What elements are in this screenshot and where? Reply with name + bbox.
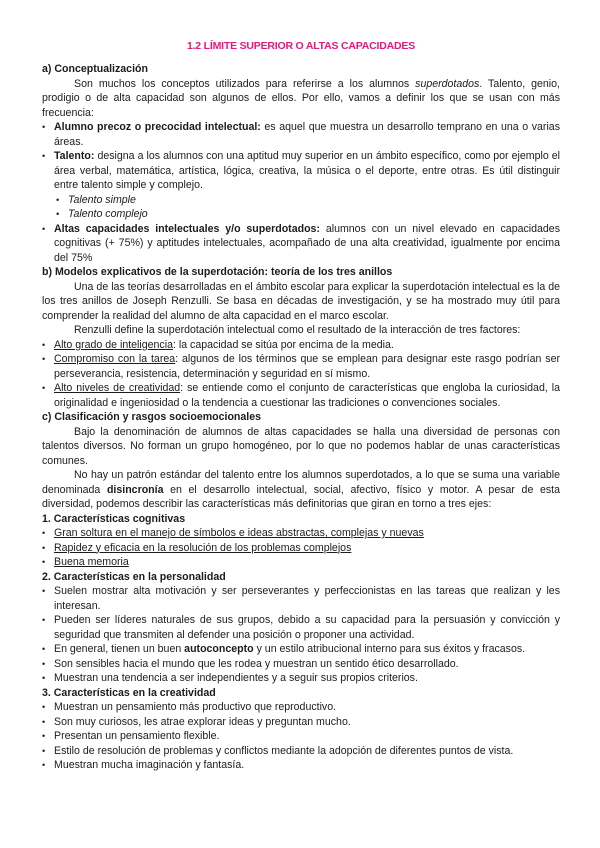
factor-creatividad: • Alto niveles de creatividad: se entiende como el conjunto de características que engloba la curiosidad, la originalidad e ingeniosidad o la tendencia a cuestionar las tradiciones o convenciones sociales. <box>42 381 560 410</box>
disincronia-paragraph: No hay un patrón estándar del talento entre los alumnos superdotados, a lo que se suma una variable denominada disincronía en el desarrollo intelectual, social, afectivo, físico y motor. A pesar de esta diversidad, podemos describir las características más definitorias que giran en torno a tres ejes: <box>42 469 560 510</box>
factor-inteligencia: • Alto grado de inteligencia: la capacidad se sitúa por encima de la media. <box>42 338 560 353</box>
list-item: • Rapidez y eficacia en la resolución de los problemas complejos <box>42 541 560 556</box>
sub-item-talento-simple: • Talento simple <box>42 193 560 208</box>
list-item-talento: • Talento: designa a los alumnos con una aptitud muy superior en un ámbito específico, como por ejemplo el área verbal, matemática, artística, lógica, creativa, la música o el deporte, entre otras. Es útil distinguir entre talento simple y complejo. <box>42 149 560 193</box>
heading-clasificacion: c) Clasificación y rasgos socioemocionales <box>42 411 262 423</box>
sub-item-talento-complejo: • Talento complejo <box>42 207 560 222</box>
renzulli-factors-intro: Renzulli define la superdotación intelectual como el resultado de la interacción de tres factores: <box>74 324 521 336</box>
heading-cognitivas: 1. Características cognitivas <box>42 512 186 525</box>
list-item: • Muestran mucha imaginación y fantasía. <box>42 758 560 773</box>
list-item: • En general, tienen un buen autoconcepto y un estilo atribucional interno para sus éxitos y fracasos. <box>42 642 560 657</box>
list-item: • Muestran una tendencia a ser independientes y a seguir sus propios criterios. <box>42 671 560 686</box>
heading-creatividad: 3. Características en la creatividad <box>42 686 216 699</box>
list-item: • Son sensibles hacia el mundo que les rodea y muestran un sentido ético desarrollado. <box>42 657 560 672</box>
section-title: 1.2 LÍMITE SUPERIOR O ALTAS CAPACIDADES <box>186 40 416 52</box>
list-item-precoz: • Alumno precoz o precocidad intelectual: es aquel que muestra un desarrollo temprano en una o varias áreas. <box>42 120 560 149</box>
list-item: • Muestran un pensamiento más productivo que reproductivo. <box>42 700 560 715</box>
list-item: • Pueden ser líderes naturales de sus grupos, debido a su capacidad para la persuasión y convicción y seguridad que transmiten al defender una posición o proponer una actividad. <box>42 613 560 642</box>
renzulli-paragraph: Una de las teorías desarrolladas en el ámbito escolar para explicar la superdotación intelectual es la de los tres anillos de Joseph Renzulli. Se basa en décadas de investigación, y se ha mostrado muy útil para comprender la realidad del alumno de alta capacidad en el marco escolar. <box>42 280 560 322</box>
heading-modelos: b) Modelos explicativos de la superdotación: teoría de los tres anillos <box>42 266 393 278</box>
list-item-altas-capacidades: • Altas capacidades intelectuales y/o superdotados: alumnos con un nivel elevado en capacidades cognitivas (+ 75%) y aptitudes intelectuales, acompañado de una alta creatividad, igualmente por encima del 75% <box>42 222 560 266</box>
list-item: • Son muy curiosos, les atrae explorar ideas y preguntan mucho. <box>42 715 560 730</box>
diversity-paragraph: Bajo la denominación de alumnos de altas capacidades se halla una diversidad de personas con talentos diversos. No forman un grupo homogéneo, por lo que no podemos hablar de unas características comunes. <box>42 425 560 467</box>
heading-conceptualizacion: a) Conceptualización <box>42 63 148 75</box>
factor-compromiso: • Compromiso con la tarea: algunos de los términos que se emplean para designar este rasgo podrían ser perseverancia, resistencia, determinación y seguridad en sí mismo. <box>42 352 560 381</box>
list-item: • Estilo de resolución de problemas y conflictos mediante la adopción de diferentes puntos de vista. <box>42 744 560 759</box>
list-item: • Suelen mostrar alta motivación y ser perseverantes y perfeccionistas en las tareas que realizan y les interesan. <box>42 584 560 613</box>
heading-personalidad: 2. Características en la personalidad <box>42 570 226 583</box>
list-item: • Gran soltura en el manejo de símbolos e ideas abstractas, complejas y nuevas <box>42 526 560 541</box>
list-item: • Buena memoria <box>42 555 560 570</box>
list-item: • Presentan un pensamiento flexible. <box>42 729 560 744</box>
intro-paragraph: Son muchos los conceptos utilizados para referirse a los alumnos superdotados. Talento, genio, prodigio o de alta capacidad son algunos de ellos. Por ello, vamos a definir los que se usan con más frecuencia: <box>42 77 560 119</box>
